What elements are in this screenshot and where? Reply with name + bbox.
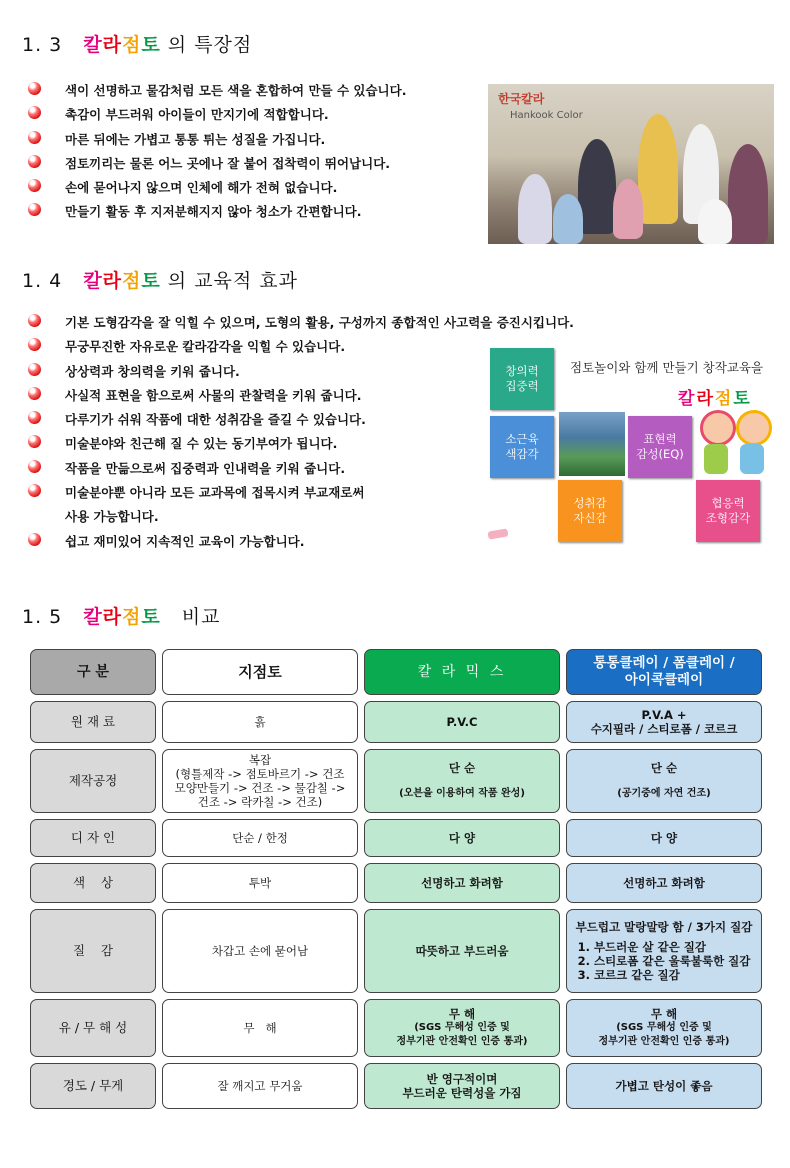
row-label: 경도 / 무게 <box>30 1063 156 1109</box>
tile-expression: 표현력 감성(EQ) <box>628 416 692 478</box>
list-item: 무궁무진한 자유로운 칼라감각을 익힐 수 있습니다. <box>28 337 574 361</box>
tile-fine-motor: 소근육 색감각 <box>490 416 554 478</box>
bullet-icon <box>28 314 41 327</box>
table-row <box>30 863 762 903</box>
bullet-icon <box>28 533 41 546</box>
table-cell: 가볍고 탄성이 좋음 <box>566 1063 762 1109</box>
bullet-icon <box>28 179 41 192</box>
section-title-features <box>22 30 252 57</box>
table-row <box>30 909 762 993</box>
header-color-mix: 칼 라 믹 스 <box>364 649 560 695</box>
tile-achievement: 성취감 자신감 <box>558 480 622 542</box>
table-cell: 반 영구적이며 부드러운 탄력성을 가짐 <box>364 1063 560 1109</box>
bullet-icon <box>28 484 41 497</box>
classroom-photo <box>488 84 774 244</box>
brand-name: 칼라점토 <box>678 389 752 409</box>
list-item: 작품을 만듦으로써 집중력과 인내력을 키워 줍니다. <box>28 459 574 483</box>
features-list <box>28 81 406 227</box>
table-cell: 다 양 <box>566 819 762 857</box>
crayon-icon <box>487 528 508 539</box>
clay-dolls-image <box>696 406 770 480</box>
list-item: 기본 도형감각을 잘 익힐 수 있으며, 도형의 활용, 구성까지 종합적인 사고력을 증진시킵니다. <box>28 313 574 337</box>
list-item: 만들기 활동 후 지저분해지지 않아 청소가 간편합니다. <box>28 202 406 226</box>
table-cell: 따뜻하고 부드러움 <box>364 909 560 993</box>
education-graphic <box>488 344 768 544</box>
row-label: 색 상 <box>30 863 156 903</box>
row-label: 원 재 료 <box>30 701 156 743</box>
bullet-icon <box>28 411 41 424</box>
list-item: 손에 묻어나지 않으며 인체에 해가 전혀 없습니다. <box>28 178 406 202</box>
table-cell: 무 해 (SGS 무해성 인증 및 정부기관 안전확인 인증 통과) <box>566 999 762 1057</box>
list-item: 점토끼리는 물론 어느 곳에나 잘 붙어 접착력이 뛰어납니다. <box>28 154 406 178</box>
section-number: 1. 3 <box>22 34 63 56</box>
tile-coordination: 협응력 조형감각 <box>696 480 760 542</box>
table-cell: 잘 깨지고 무거움 <box>162 1063 358 1109</box>
header-other-clay: 통통클레이 / 폼클레이 / 아이콕클레이 <box>566 649 762 695</box>
table-row <box>30 1063 762 1109</box>
bullet-icon <box>28 106 41 119</box>
photo-sign-english: Hankook Color <box>510 110 583 121</box>
brand-name: 칼라점토 <box>83 606 161 628</box>
list-item: 색이 선명하고 물감처럼 모든 색을 혼합하여 만들 수 있습니다. <box>28 81 406 105</box>
table-cell: 무 해 (SGS 무해성 인증 및 정부기관 안전확인 인증 통과) <box>364 999 560 1057</box>
list-item: 미술분야와 친근해 질 수 있는 동기부여가 됩니다. <box>28 434 574 458</box>
table-cell: 부드럽고 말랑말랑 함 / 3가지 질감 1. 부드러운 살 같은 질감 2. 스티로폼 같은 울룩불룩한 질감 3. 코르크 같은 질감 <box>566 909 762 993</box>
brand-name: 칼라점토 <box>83 270 161 292</box>
table-cell: 무 해 <box>162 999 358 1057</box>
bullet-icon <box>28 387 41 400</box>
section-suffix: 의 특장점 <box>167 34 253 56</box>
table-cell: 단순 / 한정 <box>162 819 358 857</box>
section-number: 1. 4 <box>22 270 63 292</box>
row-label: 유 / 무 해 성 <box>30 999 156 1057</box>
bullet-icon <box>28 338 41 351</box>
photo-sign: 한국칼라 <box>498 92 545 106</box>
list-item: 미술분야뿐 아니라 모든 교과목에 접목시켜 부교재로써 <box>28 483 574 507</box>
list-item: 마른 뒤에는 가볍고 통통 튀는 성질을 가집니다. <box>28 130 406 154</box>
header-paper-clay: 지점토 <box>162 649 358 695</box>
table-cell: 선명하고 화려함 <box>364 863 560 903</box>
bullet-icon <box>28 155 41 168</box>
list-item: 쉽고 재미있어 지속적인 교육이 가능합니다. <box>28 532 574 556</box>
section-suffix: 의 교육적 효과 <box>167 270 299 292</box>
section-title-education <box>22 266 298 293</box>
brand-name: 칼라점토 <box>83 34 161 56</box>
row-label: 제작공정 <box>30 749 156 813</box>
row-label: 질 감 <box>30 909 156 993</box>
table-cell: 선명하고 화려함 <box>566 863 762 903</box>
kids-photo <box>559 412 625 476</box>
header-category: 구 분 <box>30 649 156 695</box>
table-cell: 흙 <box>162 701 358 743</box>
section-number: 1. 5 <box>22 606 63 628</box>
table-row <box>30 999 762 1057</box>
table-cell: 투박 <box>162 863 358 903</box>
graphic-headline: 점토놀이와 함께 만들기 창작교육을 <box>570 360 764 375</box>
table-cell: 차갑고 손에 묻어남 <box>162 909 358 993</box>
table-cell: P.V.C <box>364 701 560 743</box>
table-row <box>30 819 762 857</box>
tile-creativity: 창의력 집중력 <box>490 348 554 410</box>
section-suffix: 비교 <box>181 606 221 628</box>
table-cell: 다 양 <box>364 819 560 857</box>
bullet-icon <box>28 435 41 448</box>
row-label: 디 자 인 <box>30 819 156 857</box>
bullet-icon <box>28 460 41 473</box>
list-item-continued: 사용 가능합니다. <box>65 509 159 525</box>
table-row <box>30 749 762 813</box>
bullet-icon <box>28 131 41 144</box>
bullet-icon <box>28 82 41 95</box>
list-item: 다루기가 쉬워 작품에 대한 성취감을 즐길 수 있습니다. <box>28 410 574 434</box>
table-cell: 단 순 (공기중에 자연 건조) <box>566 749 762 813</box>
list-item: 촉감이 부드러워 아이들이 만지기에 적합합니다. <box>28 105 406 129</box>
section-title-comparison <box>22 602 221 629</box>
table-cell: 단 순 (오븐을 이용하여 작품 완성) <box>364 749 560 813</box>
table-cell: 복잡 (형틀제작 -> 점토바르기 -> 건조 모양만들기 -> 건조 -> 물감칠 -> 건조 -> 락카칠 -> 건조) <box>162 749 358 813</box>
table-row <box>30 701 762 743</box>
table-header-row <box>30 649 762 695</box>
list-item: 상상력과 창의력을 키워 줍니다. <box>28 362 574 386</box>
bullet-icon <box>28 203 41 216</box>
comparison-table <box>24 643 768 1115</box>
bullet-icon <box>28 363 41 376</box>
list-item: 사실적 표현을 함으로써 사물의 관찰력을 키워 줍니다. <box>28 386 574 410</box>
table-cell: P.V.A + 수지필라 / 스티로폼 / 코르크 <box>566 701 762 743</box>
